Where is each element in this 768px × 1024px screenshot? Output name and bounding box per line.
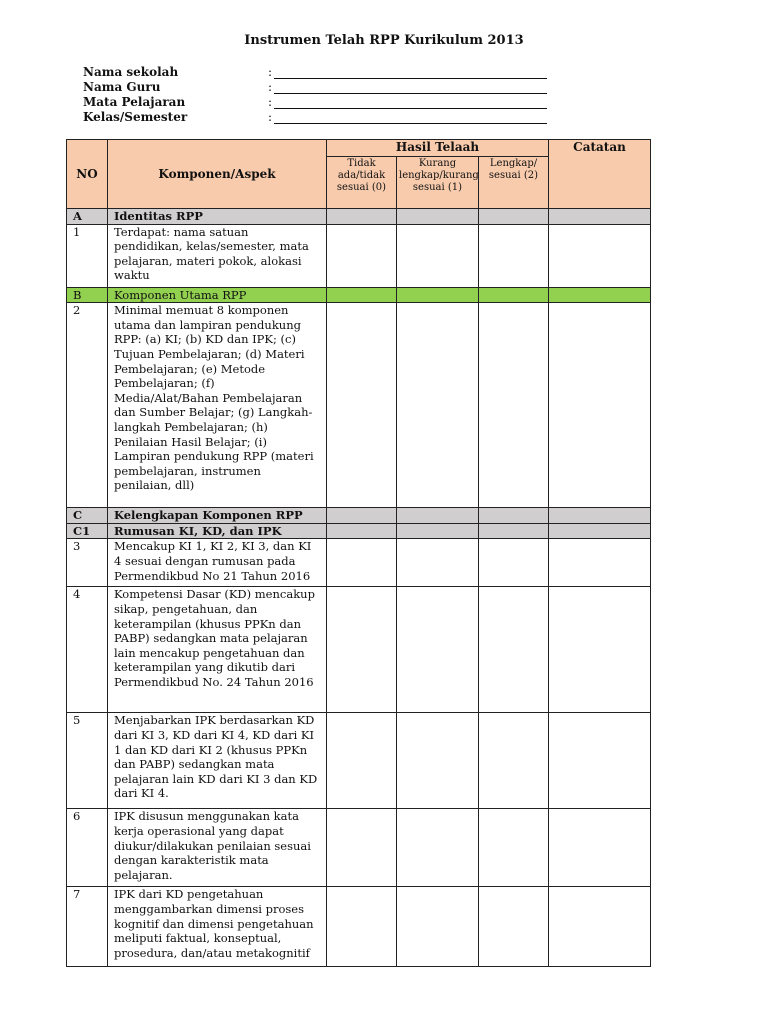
- header-kurang-sesuai: Kurang lengkap/kurang sesuai (1): [397, 157, 479, 209]
- score-2-cell[interactable]: [479, 809, 549, 887]
- header-catatan: Catatan: [549, 140, 651, 209]
- info-label: Nama Guru: [83, 80, 161, 94]
- info-label: Mata Pelajaran: [83, 95, 186, 109]
- row-number: 2: [67, 303, 108, 508]
- table-row: [67, 224, 651, 287]
- score-1-cell[interactable]: [397, 887, 479, 967]
- info-colon: :: [268, 110, 273, 124]
- catatan-cell: [549, 287, 651, 303]
- score-0-cell[interactable]: [327, 713, 397, 809]
- table-row: [67, 713, 651, 809]
- catatan-cell[interactable]: [549, 713, 651, 809]
- aspect-text: Terdapat: nama satuan pendidikan, kelas/semester, mata pelajaran, materi pokok, alokasi waktu: [108, 224, 327, 287]
- section-title: Rumusan KI, KD, dan IPK: [108, 523, 327, 539]
- row-number: A: [67, 209, 108, 225]
- score-0-cell[interactable]: [327, 539, 397, 587]
- score-0-cell: [327, 523, 397, 539]
- score-1-cell[interactable]: [397, 224, 479, 287]
- rubric-body: [67, 209, 651, 967]
- catatan-cell: [549, 209, 651, 225]
- row-number: C: [67, 508, 108, 524]
- document-title: Instrumen Telah RPP Kurikulum 2013: [244, 33, 524, 48]
- row-number: 4: [67, 587, 108, 713]
- info-label: Kelas/Semester: [83, 110, 188, 124]
- info-row-nama-sekolah: [83, 64, 547, 79]
- info-colon: :: [268, 80, 273, 94]
- section-row: [67, 287, 651, 303]
- header-komponen-aspek: Komponen/Aspek: [108, 140, 327, 209]
- nama-guru-field[interactable]: [274, 83, 547, 94]
- aspect-text: IPK disusun menggunakan kata kerja operasional yang dapat diukur/dilakukan penilaian sesuai dengan karakteristik mata pelajaran.: [108, 809, 327, 887]
- score-1-cell: [397, 508, 479, 524]
- identity-fields: [83, 64, 547, 124]
- section-title: Kelengkapan Komponen RPP: [108, 508, 327, 524]
- score-1-cell[interactable]: [397, 539, 479, 587]
- score-0-cell[interactable]: [327, 809, 397, 887]
- mata-pelajaran-field[interactable]: [274, 98, 547, 109]
- info-colon: :: [268, 65, 273, 79]
- row-number: B: [67, 287, 108, 303]
- section-row: [67, 209, 651, 225]
- score-2-cell: [479, 287, 549, 303]
- score-0-cell: [327, 508, 397, 524]
- score-2-cell[interactable]: [479, 887, 549, 967]
- score-1-cell[interactable]: [397, 303, 479, 508]
- score-0-cell[interactable]: [327, 887, 397, 967]
- table-row: [67, 303, 651, 508]
- score-0-cell[interactable]: [327, 303, 397, 508]
- score-2-cell[interactable]: [479, 224, 549, 287]
- score-2-cell: [479, 209, 549, 225]
- catatan-cell[interactable]: [549, 303, 651, 508]
- score-1-cell[interactable]: [397, 587, 479, 713]
- rubric-table: [66, 139, 651, 967]
- row-number: 7: [67, 887, 108, 967]
- score-0-cell: [327, 287, 397, 303]
- score-2-cell: [479, 523, 549, 539]
- score-0-cell: [327, 209, 397, 225]
- section-title: Komponen Utama RPP: [108, 287, 327, 303]
- row-number: 6: [67, 809, 108, 887]
- table-row: [67, 539, 651, 587]
- catatan-cell[interactable]: [549, 224, 651, 287]
- header-tidak-sesuai: Tidak ada/tidak sesuai (0): [327, 157, 397, 209]
- aspect-text: Mencakup KI 1, KI 2, KI 3, dan KI 4 sesuai dengan rumusan pada Permendikbud No 21 Tahun 2016: [108, 539, 327, 587]
- header-no: NO: [67, 140, 108, 209]
- row-number: 1: [67, 224, 108, 287]
- section-row: [67, 508, 651, 524]
- catatan-cell: [549, 523, 651, 539]
- score-1-cell: [397, 209, 479, 225]
- nama-sekolah-field[interactable]: [274, 68, 547, 79]
- score-2-cell[interactable]: [479, 713, 549, 809]
- info-colon: :: [268, 95, 273, 109]
- score-2-cell[interactable]: [479, 539, 549, 587]
- catatan-cell[interactable]: [549, 539, 651, 587]
- info-row-nama-guru: [83, 79, 547, 94]
- info-row-kelas-semester: [83, 109, 547, 124]
- aspect-text: Minimal memuat 8 komponen utama dan lampiran pendukung RPP: (a) KI; (b) KD dan IPK; (c) Tujuan Pembelajaran; (d) Materi Pembelajaran; (e) Metode Pembelajaran; (f) Media/Alat/Bahan Pembelajaran dan Sumber Belajar; (g) Langkah-langkah Pembelajaran; (h) Penilaian Hasil Belajar; (i) Lampiran pendukung RPP (materi pembelajaran, instrumen penilaian, dll): [108, 303, 327, 508]
- header-hasil-telaah: Hasil Telaah: [327, 140, 549, 157]
- catatan-cell: [549, 508, 651, 524]
- score-1-cell: [397, 287, 479, 303]
- kelas-semester-field[interactable]: [274, 113, 547, 124]
- row-number: 5: [67, 713, 108, 809]
- score-0-cell[interactable]: [327, 587, 397, 713]
- info-row-mata-pelajaran: [83, 94, 547, 109]
- score-1-cell[interactable]: [397, 713, 479, 809]
- table-row: [67, 887, 651, 967]
- catatan-cell[interactable]: [549, 809, 651, 887]
- aspect-text: Kompetensi Dasar (KD) mencakup sikap, pengetahuan, dan keterampilan (khusus PPKn dan PABP) sedangkan mata pelajaran lain mencakup pengetahuan dan keterampilan yang dikutib dari Permendikbud No. 24 Tahun 2016: [108, 587, 327, 713]
- score-0-cell[interactable]: [327, 224, 397, 287]
- score-1-cell[interactable]: [397, 809, 479, 887]
- header-sesuai: Lengkap/ sesuai (2): [479, 157, 549, 209]
- score-2-cell[interactable]: [479, 587, 549, 713]
- table-row: [67, 809, 651, 887]
- row-number: C1: [67, 523, 108, 539]
- table-row: [67, 587, 651, 713]
- row-number: 3: [67, 539, 108, 587]
- aspect-text: Menjabarkan IPK berdasarkan KD dari KI 3, KD dari KI 4, KD dari KI 1 dan KD dari KI 2 (khusus PPKn dan PABP) sedangkan mata pelajaran lain KD dari KI 3 dan KD dari KI 4.: [108, 713, 327, 809]
- header-row: [67, 140, 651, 157]
- section-title: Identitas RPP: [108, 209, 327, 225]
- score-2-cell: [479, 508, 549, 524]
- score-1-cell: [397, 523, 479, 539]
- catatan-cell[interactable]: [549, 887, 651, 967]
- score-2-cell[interactable]: [479, 303, 549, 508]
- catatan-cell[interactable]: [549, 587, 651, 713]
- aspect-text: IPK dari KD pengetahuan menggambarkan dimensi proses kognitif dan dimensi pengetahuan meliputi faktual, konseptual, prosedura, dan/atau metakognitif: [108, 887, 327, 967]
- info-label: Nama sekolah: [83, 65, 179, 79]
- section-row: [67, 523, 651, 539]
